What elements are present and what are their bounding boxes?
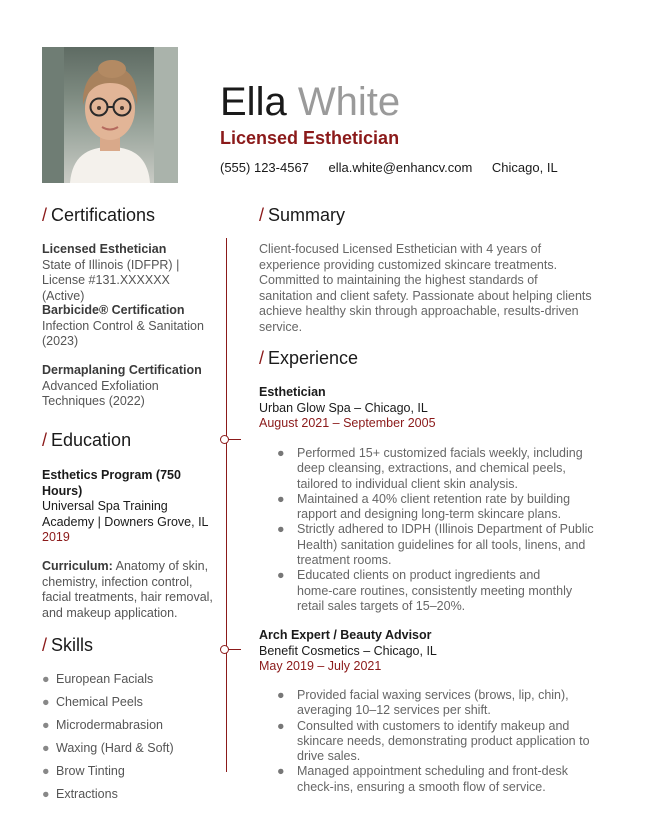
heading-slash: /: [259, 205, 265, 225]
list-item: ● Managed appointment scheduling and front-desk check-ins, ensuring a smooth flow of service.: [277, 764, 569, 794]
timeline-node: [220, 435, 229, 444]
bullet-icon: ●: [277, 491, 285, 506]
summary-heading: / Summary: [259, 205, 346, 225]
location: Chicago, IL: [491, 160, 558, 175]
job-header: Arch Expert / Beauty Advisor Benefit Cosmetics – Chicago, IL May 2019 – July 2021: [259, 628, 437, 673]
bullet-icon: ●: [277, 688, 285, 702]
phone-number[interactable]: (555) 123-4567: [220, 160, 309, 175]
portrait-illustration: [42, 47, 178, 183]
timeline-tick: [229, 649, 241, 650]
list-item: ● Provided facial waxing services (brows, lip, chin), averaging 10–12 services per shift.: [277, 688, 569, 718]
bullet-icon: ●: [42, 764, 50, 778]
timeline-node: [220, 645, 229, 654]
job-bullets: [277, 446, 597, 614]
list-item: ● Brow Tinting: [42, 764, 174, 787]
bullet-icon: ●: [42, 741, 50, 755]
bullet-icon: ●: [42, 718, 50, 732]
timeline-tick: [229, 439, 241, 440]
job-header: Esthetician Urban Glow Spa – Chicago, IL August 2021 – September 2005: [259, 385, 436, 430]
certification-item: Licensed Esthetician State of Illinois (IDFPR) | License #131.XXXXXX (Active): [42, 242, 180, 303]
job-bullets: [277, 688, 597, 795]
heading-slash: /: [42, 430, 48, 450]
list-item: ● Chemical Peels: [42, 695, 174, 718]
list-item: ● Waxing (Hard & Soft): [42, 741, 174, 764]
list-item: ● Extractions: [42, 787, 174, 810]
bullet-icon: ●: [277, 522, 285, 537]
contact-row: [220, 160, 574, 175]
bullet-icon: ●: [42, 787, 50, 801]
candidate-name: [220, 78, 400, 126]
first-name: Ella: [220, 80, 287, 124]
summary-text: Client-focused Licensed Esthetician with 4 years of experience providing customized skincare treatments. Committed to maintaining the highest standards of sanitation and client safety. Passionate about helping clients achieve healthy skin through approachable, results-driven service.: [259, 242, 592, 334]
bullet-icon: ●: [277, 764, 285, 779]
bullet-icon: ●: [42, 672, 50, 686]
bullet-icon: ●: [277, 446, 285, 460]
education-entry: Esthetics Program (750 Hours) Universal Spa Training Academy | Downers Grove, IL 2019: [42, 468, 209, 544]
bullet-icon: ●: [277, 568, 285, 583]
job-title: Licensed Esthetician: [220, 128, 400, 148]
list-item: ● European Facials: [42, 672, 174, 695]
skills-heading: / Skills: [42, 635, 94, 655]
timeline-line: [226, 238, 227, 772]
list-item: ● Strictly adhered to IDPH (Illinois Department of Public Health) sanitation guidelines for all tools, linens, and treatment rooms.: [277, 522, 594, 568]
heading-slash: /: [42, 635, 48, 655]
list-item: ● Consulted with customers to identify makeup and skincare needs, demonstrating product application to drive sales.: [277, 718, 590, 764]
bullet-icon: ●: [277, 718, 285, 733]
last-name: White: [297, 80, 401, 124]
heading-slash: /: [259, 348, 265, 368]
experience-heading: / Experience: [259, 348, 359, 368]
bullet-icon: ●: [42, 695, 50, 709]
list-item: ● Microdermabrasion: [42, 718, 174, 741]
email-address[interactable]: ella.white@enhancv.com: [328, 160, 473, 175]
list-item: ● Performed 15+ customized facials weekly, including deep cleansing, extractions, and chemical peels, tailored to individual client skin analysis.: [277, 446, 583, 491]
skills-list: [42, 672, 174, 810]
list-item: ● Educated clients on product ingredients and home-care routines, consistently meeting monthly retail sales targets of 15–20%.: [277, 568, 573, 613]
list-item: ● Maintained a 40% client retention rate by building rapport and designing long-term skincare plans.: [277, 491, 571, 522]
heading-slash: /: [42, 205, 48, 225]
certification-item: Dermaplaning Certification Advanced Exfoliation Techniques (2022): [42, 363, 202, 408]
education-heading: / Education: [42, 430, 132, 450]
certification-item: Barbicide® Certification Infection Control & Sanitation (2023): [42, 303, 204, 348]
certifications-heading: / Certifications: [42, 205, 156, 225]
profile-photo: [42, 47, 178, 183]
education-curriculum: Curriculum: Anatomy of skin, chemistry, infection control, facial treatments, hair removal, and makeup application.: [42, 559, 213, 620]
